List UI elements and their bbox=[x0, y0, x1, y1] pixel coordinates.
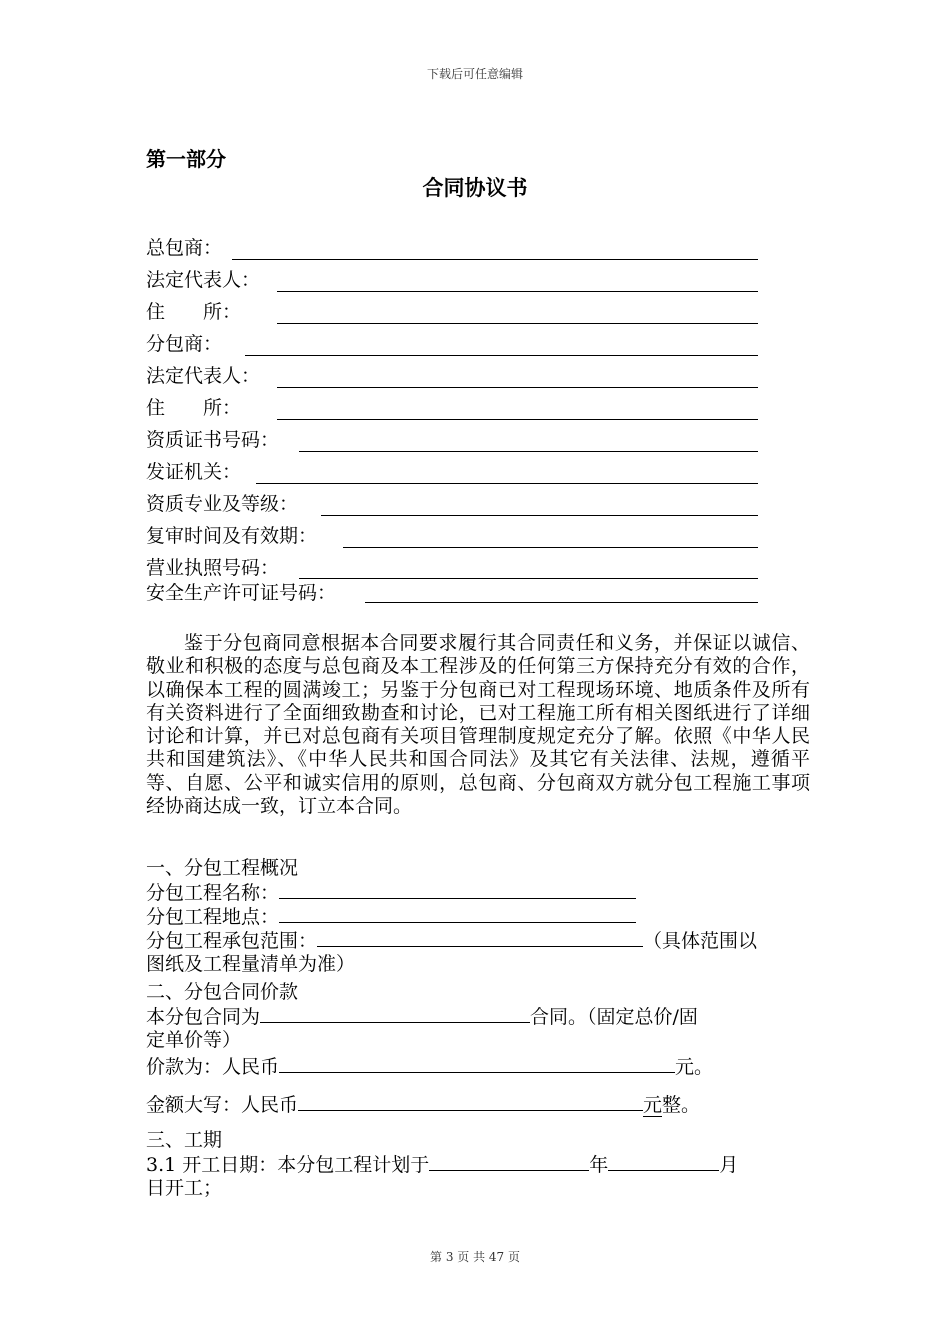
project-scope-row bbox=[146, 928, 757, 953]
amount-words-label: 金额大写：人民币 bbox=[146, 1094, 299, 1116]
intro-paragraph-text: 鉴于分包商同意根据本合同要求履行其合同责任和义务，并保证以诚信、敬业和积极的态度与总包商及本工程涉及的任何第三方保持充分有效的合作，以确保本工程的圆满竣工；另鉴于分包商已对工程现场环境、地质条件及所有有关资料进行了全面细致勘查和讨论，已对工程施工所有相关图纸进行了详细讨论和计算，并已对总包商有关项目管理制度规定充分了解。依照《中华人民共和国建筑法》、《中华人民共和国合同法》及其它有关法律、法规，遵循平等、自愿、公平和诚实信用的原则，总包商、分包商双方就分包工程施工事项经协商达成一致，订立本合同。 bbox=[146, 632, 810, 818]
field-address-2-line bbox=[277, 419, 758, 420]
section-3-heading: 三、工期 bbox=[146, 1129, 223, 1151]
project-scope-note-a: （具体范围以 bbox=[643, 930, 758, 952]
amount-words-unit-a: 元 bbox=[643, 1094, 663, 1116]
start-date-row bbox=[146, 1152, 738, 1177]
project-name-label: 分包工程名称： bbox=[146, 882, 280, 904]
field-cert-number-line bbox=[299, 451, 758, 452]
field-business-license-label: 营业执照号码： bbox=[146, 557, 280, 579]
project-name-row bbox=[146, 880, 636, 905]
project-location-line bbox=[279, 904, 636, 923]
price-unit: 元。 bbox=[675, 1056, 714, 1078]
amount-words-unit-b: 整。 bbox=[662, 1094, 701, 1116]
field-cert-number-label: 资质证书号码： bbox=[146, 429, 280, 451]
field-address-2-label: 住 所： bbox=[146, 397, 242, 419]
start-month-label: 月 bbox=[719, 1154, 739, 1176]
intro-paragraph bbox=[146, 632, 810, 818]
page-header: 下载后可任意编辑 bbox=[426, 67, 523, 81]
field-legal-rep-1-label: 法定代表人： bbox=[146, 269, 261, 291]
field-business-license-line bbox=[299, 578, 758, 579]
price-label: 价款为：人民币 bbox=[146, 1056, 280, 1078]
start-date-cont: 日开工； bbox=[146, 1177, 223, 1199]
start-year-line bbox=[429, 1152, 589, 1171]
price-row bbox=[146, 1054, 713, 1079]
project-location-row bbox=[146, 904, 636, 929]
field-legal-rep-2-line bbox=[277, 387, 758, 388]
field-legal-rep-1-line bbox=[277, 291, 758, 292]
contract-type-prefix: 本分包合同为 bbox=[146, 1006, 261, 1028]
field-issuing-authority-line bbox=[256, 483, 758, 484]
start-date-prefix: 3.1 开工日期：本分包工程计划于 bbox=[146, 1154, 430, 1176]
field-qualification-grade-line bbox=[321, 515, 758, 516]
field-address-1-line bbox=[277, 323, 758, 324]
section-2-heading: 二、分包合同价款 bbox=[146, 981, 299, 1003]
contract-type-cont: 定单价等） bbox=[146, 1029, 242, 1051]
field-review-validity-label: 复审时间及有效期： bbox=[146, 525, 318, 547]
field-issuing-authority-label: 发证机关： bbox=[146, 461, 242, 483]
project-location-label: 分包工程地点： bbox=[146, 906, 280, 928]
contract-type-suffix: 合同。（固定总价/固 bbox=[530, 1006, 698, 1028]
contract-type-row bbox=[146, 1004, 698, 1029]
field-safety-permit-line bbox=[365, 602, 758, 603]
project-scope-label: 分包工程承包范围： bbox=[146, 930, 318, 952]
document-title: 合同协议书 bbox=[422, 176, 528, 200]
amount-words-row bbox=[146, 1092, 700, 1117]
field-review-validity-line bbox=[343, 547, 758, 548]
section-1-heading: 一、分包工程概况 bbox=[146, 857, 299, 879]
project-scope-note-b: 图纸及工程量清单为准） bbox=[146, 953, 356, 975]
price-line bbox=[279, 1054, 675, 1073]
contract-type-line bbox=[260, 1004, 530, 1023]
project-scope-line bbox=[317, 928, 643, 947]
field-subcontractor-line bbox=[245, 355, 758, 356]
field-subcontractor-label: 分包商： bbox=[146, 333, 223, 355]
project-name-line bbox=[279, 880, 636, 899]
start-month-line bbox=[608, 1152, 719, 1171]
field-legal-rep-2-label: 法定代表人： bbox=[146, 365, 261, 387]
field-address-1-label: 住 所： bbox=[146, 301, 242, 323]
part-label: 第一部分 bbox=[146, 147, 226, 171]
field-qualification-grade-label: 资质专业及等级： bbox=[146, 493, 299, 515]
start-year-label: 年 bbox=[589, 1154, 609, 1176]
page-footer: 第 3 页 共 47 页 bbox=[430, 1250, 520, 1264]
field-safety-permit-label: 安全生产许可证号码： bbox=[146, 582, 337, 604]
field-general-contractor-label: 总包商： bbox=[146, 237, 223, 259]
amount-words-line bbox=[298, 1092, 643, 1111]
field-general-contractor-line bbox=[232, 259, 758, 260]
